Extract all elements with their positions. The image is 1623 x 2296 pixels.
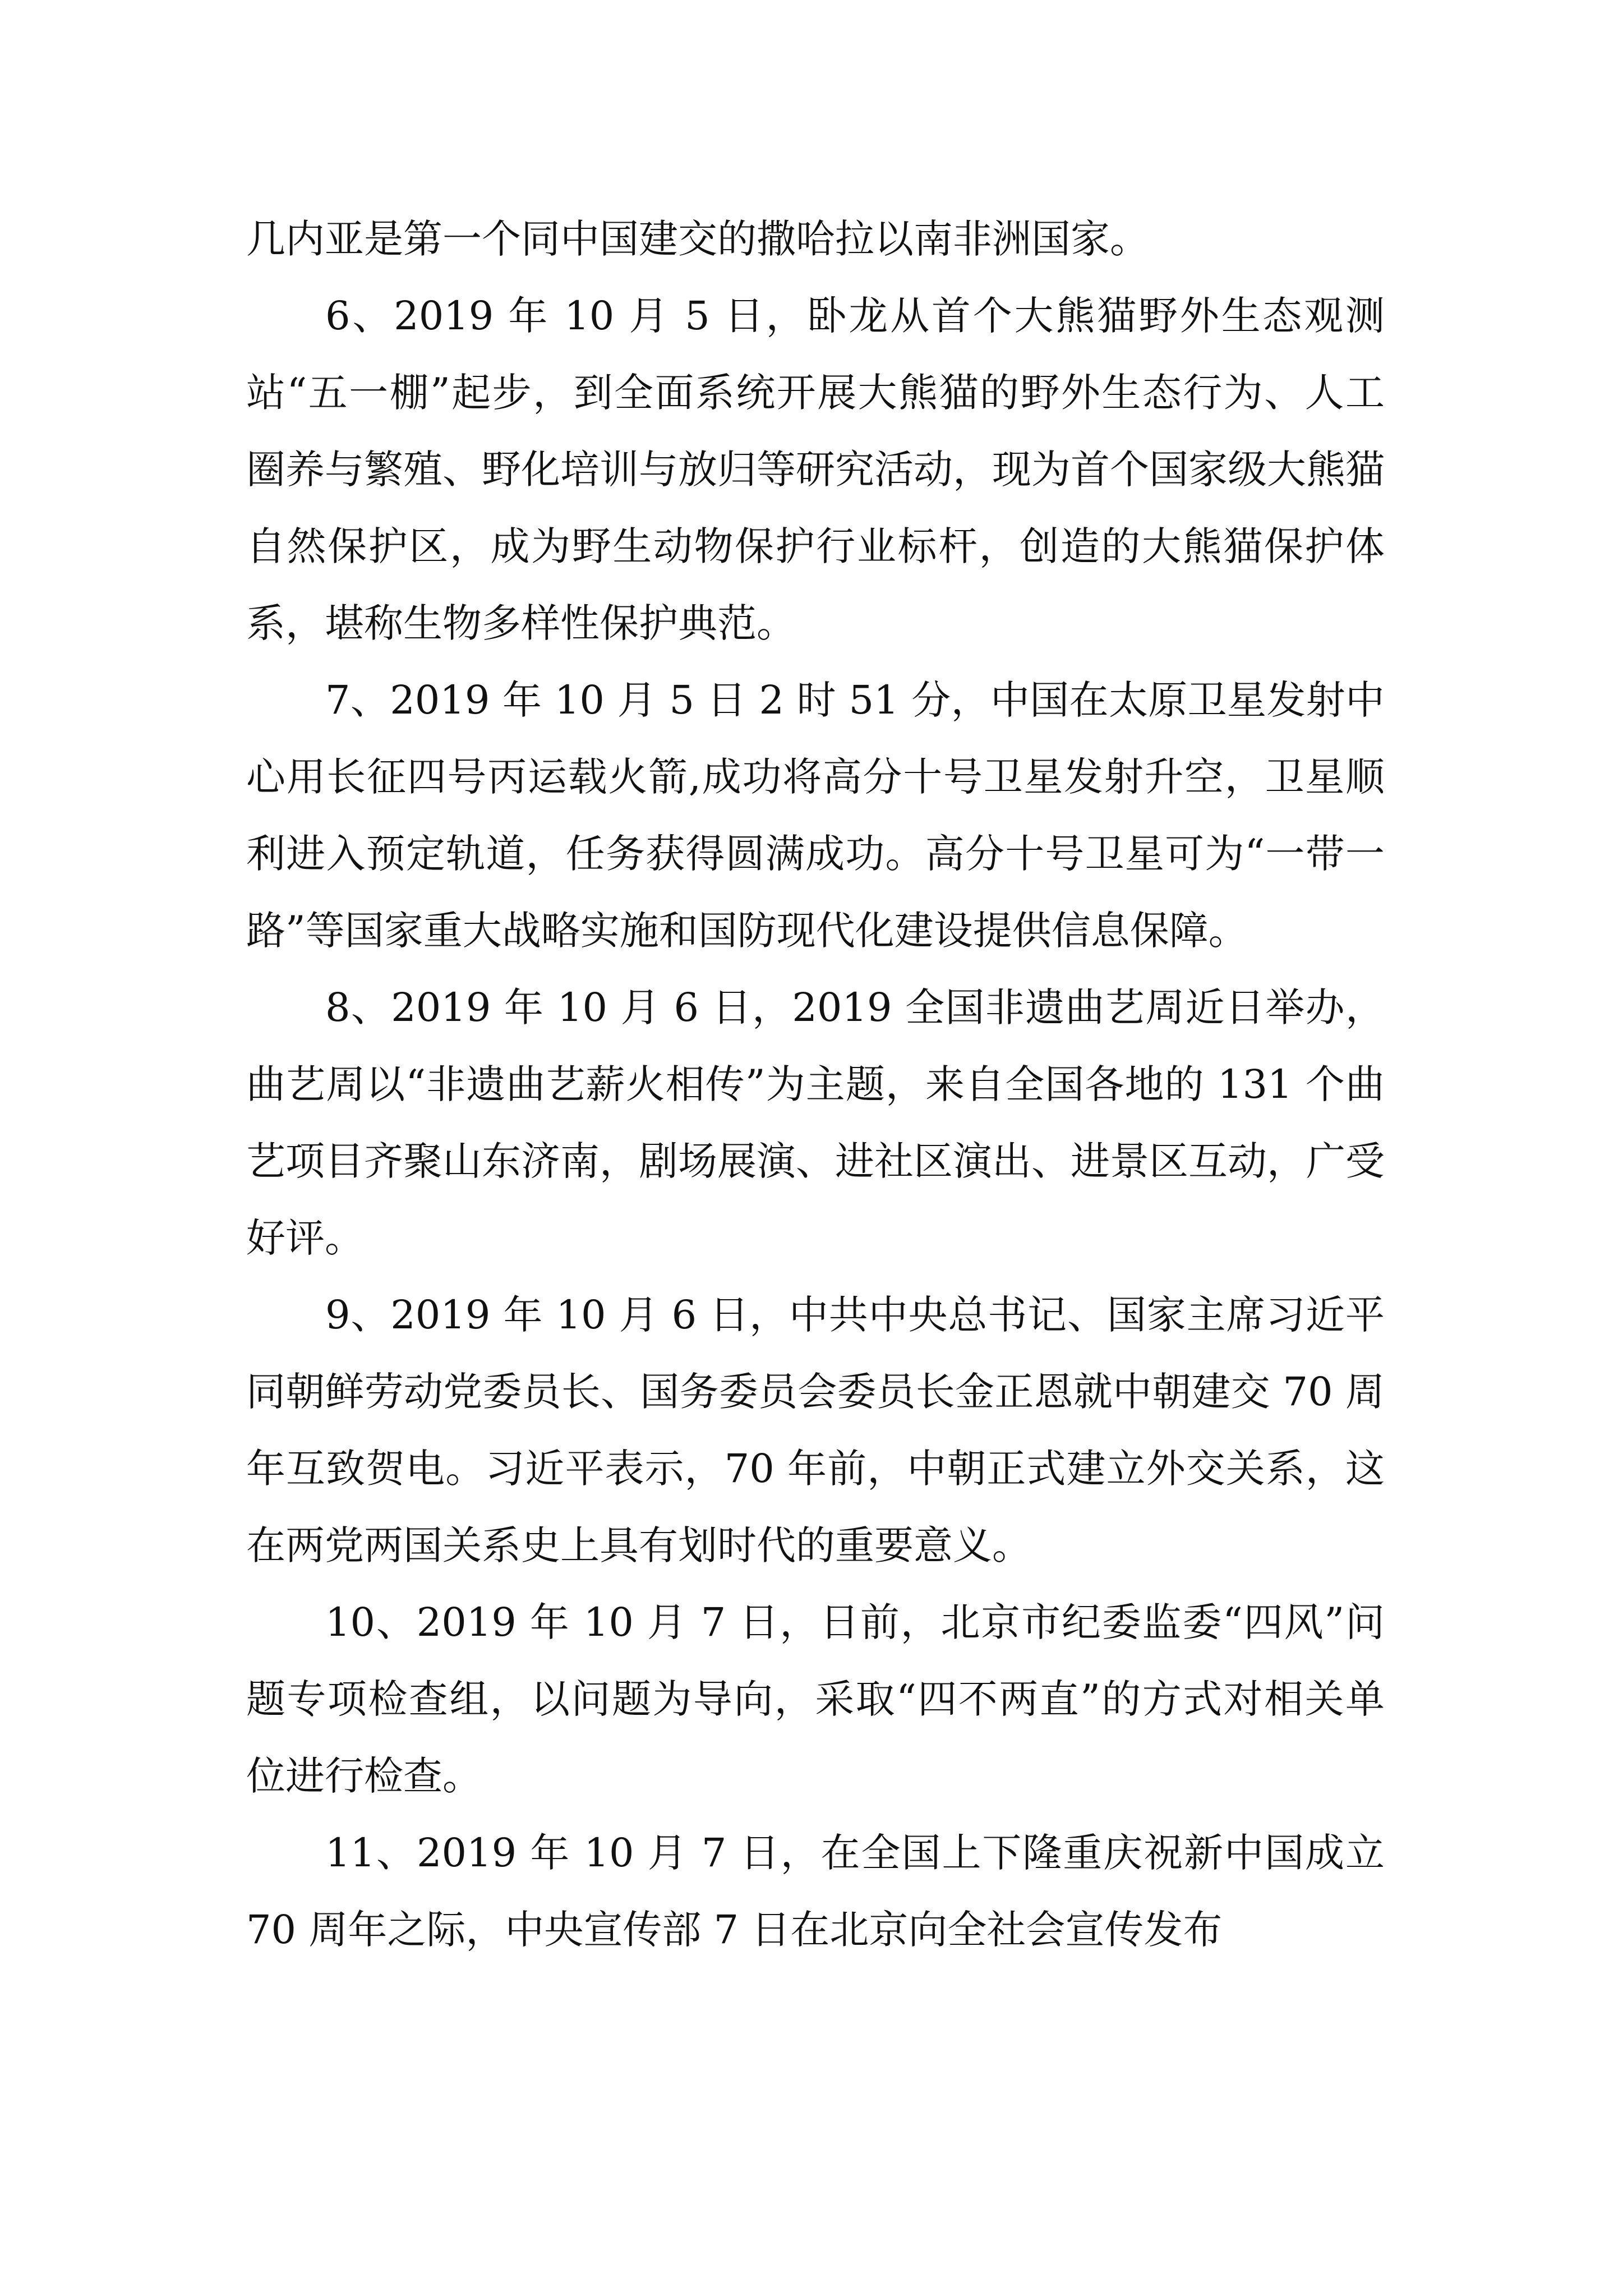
paragraph-item-11: 11、2019 年 10 月 7 日，在全国上下隆重庆祝新中国成立 70 周年之际，中央宣传部 7 日在北京向全社会宣传发布 <box>246 1830 1385 1953</box>
paragraph-item-8: 8、2019 年 10 月 6 日，2019 全国非遗曲艺周近日举办，曲艺周以“非遗曲艺薪火相传”为主题，来自全国各地的 131 个曲艺项目齐聚山东济南，剧场展演、进社区演出、进景区互动，广受好评。 <box>246 984 1385 1261</box>
paragraph-item-10: 10、2019 年 10 月 7 日，日前，北京市纪委监委“四风”问题专项检查组，以问题为导向，采取“四不两直”的方式对相关单位进行检查。 <box>246 1599 1385 1799</box>
paragraph-item-6: 6、2019 年 10 月 5 日，卧龙从首个大熊猫野外生态观测站“五一棚”起步，到全面系统开展大熊猫的野外生态行为、人工圈养与繁殖、野化培训与放归等研究活动，现为首个国家级大熊猫自然保护区，成为野生动物保护行业标杆，创造的大熊猫保护体系，堪称生物多样性保护典范。 <box>246 293 1385 646</box>
document-body <box>246 201 1385 1968</box>
paragraph-item-9: 9、2019 年 10 月 6 日，中共中央总书记、国家主席习近平同朝鲜劳动党委员长、国务委员会委员长金正恩就中朝建交 70 周年互致贺电。习近平表示，70 年前，中朝正式建立外交关系，这在两党两国关系史上具有划时代的重要意义。 <box>246 1292 1385 1568</box>
paragraph-item-7: 7、2019 年 10 月 5 日 2 时 51 分，中国在太原卫星发射中心用长征四号丙运载火箭,成功将高分十号卫星发射升空，卫星顺利进入预定轨道，任务获得圆满成功。高分十号卫星可为“一带一路”等国家重大战略实施和国防现代化建设提供信息保障。 <box>246 677 1385 954</box>
paragraph-continuation: 几内亚是第一个同中国建交的撒哈拉以南非洲国家。 <box>246 216 1149 262</box>
